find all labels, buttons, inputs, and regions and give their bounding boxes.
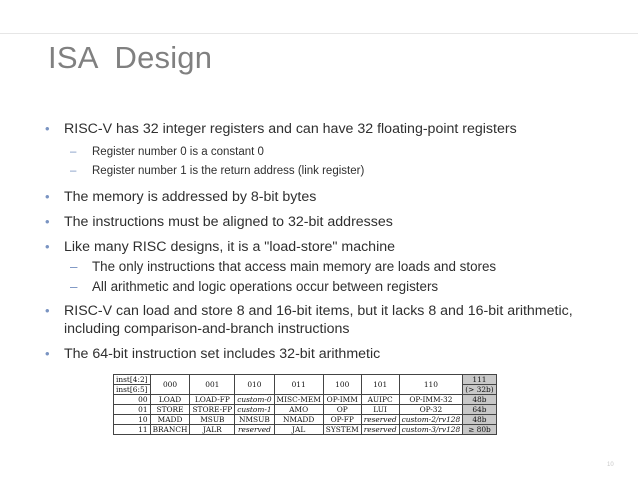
sub-bullet-text: The only instructions that access main memory are loads and stores (92, 259, 497, 274)
table-cell: SYSTEM (323, 425, 361, 435)
table-row (114, 395, 497, 405)
bullet-text: The memory is addressed by 8-bit bytes (64, 189, 317, 205)
page-number: 10 (607, 462, 614, 468)
bullet-dot-icon: • (45, 121, 50, 136)
table-cell: BRANCH (150, 425, 190, 435)
table-cell: JAL (274, 425, 323, 435)
table-cell: 48b (463, 395, 496, 405)
table-cell: custom-1 (235, 405, 274, 415)
table-row (114, 405, 497, 415)
table-cell: OP-IMM-32 (399, 395, 463, 405)
table-cell: 48b (463, 415, 496, 425)
table-cell: ≥ 80b (463, 425, 496, 435)
header-inst-6-5: inst[6:5] (114, 385, 151, 395)
bullet-dot-icon: • (45, 303, 50, 318)
table-cell: OP-FP (323, 415, 361, 425)
sub-bullet-text: Register number 0 is a constant 0 (92, 146, 264, 158)
header-inst-4-2: inst[4:2] (114, 375, 151, 385)
sub-bullet-text: Register number 1 is the return address (link register) (92, 165, 365, 177)
table-cell: MISC-MEM (274, 395, 323, 405)
column-header: 110 (399, 375, 463, 395)
opcode-map-table (113, 374, 497, 435)
table-cell: custom-0 (235, 395, 274, 405)
table-cell: OP (323, 405, 361, 415)
dash-icon: – (70, 146, 77, 158)
dash-icon: – (70, 279, 78, 294)
table-cell: MSUB (190, 415, 235, 425)
slide-title: ISA Design (48, 40, 213, 75)
bullet-text: Like many RISC designs, it is a "load-store" machine (64, 239, 396, 255)
sub-bullet-item (44, 163, 624, 179)
column-header: 100 (323, 375, 361, 395)
table-cell: custom-3/rv128 (399, 425, 463, 435)
table-row (114, 425, 497, 435)
table-cell: OP-32 (399, 405, 463, 415)
table-row (114, 415, 497, 425)
column-header: 000 (150, 375, 190, 395)
column-header: 011 (274, 375, 323, 395)
row-key: 11 (114, 425, 151, 435)
table-cell: STORE (150, 405, 190, 415)
table-cell: custom-2/rv128 (399, 415, 463, 425)
bullet-dot-icon: • (45, 214, 50, 229)
bullet-text: RISC-V has 32 integer registers and can have 32 floating-point registers (64, 121, 517, 137)
bullet-text: The instructions must be aligned to 32-bit addresses (64, 214, 393, 230)
table-cell: NMADD (274, 415, 323, 425)
bullet-dot-icon: • (45, 239, 50, 254)
table-cell: AUIPC (361, 395, 399, 405)
table-cell: 64b (463, 405, 496, 415)
sub-bullet-item (44, 144, 624, 160)
bullet-dot-icon: • (45, 346, 50, 361)
column-header: 001 (190, 375, 235, 395)
table-cell: LOAD (150, 395, 190, 405)
bullet-item (44, 213, 624, 231)
table-cell: reserved (235, 425, 274, 435)
table-cell: LOAD-FP (190, 395, 235, 405)
bullet-item (44, 238, 624, 256)
bullet-item (44, 120, 624, 138)
sub-bullet-item (44, 278, 624, 295)
table-cell: JALR (190, 425, 235, 435)
sub-bullet-text: All arithmetic and logic operations occur between registers (92, 279, 439, 294)
bullet-dot-icon: • (45, 189, 50, 204)
column-header: 111 (463, 375, 496, 385)
table-cell: OP-IMM (323, 395, 361, 405)
table-cell: MADD (150, 415, 190, 425)
bullet-text: RISC-V can load and store 8 and 16-bit items, but it lacks 8 and 16-bit arithmetic, (64, 303, 573, 319)
row-key: 00 (114, 395, 151, 405)
column-header: 010 (235, 375, 274, 395)
row-key: 01 (114, 405, 151, 415)
table-cell: STORE-FP (190, 405, 235, 415)
bullet-item (44, 188, 624, 206)
dash-icon: – (70, 165, 77, 177)
row-key: 10 (114, 415, 151, 425)
table-cell: LUI (361, 405, 399, 415)
column-header-sub: (> 32b) (463, 385, 496, 395)
bullet-item (44, 345, 624, 363)
table-header-row (114, 375, 497, 385)
top-divider (0, 33, 638, 34)
dash-icon: – (70, 259, 78, 274)
sub-bullet-item (44, 258, 624, 275)
bullet-item (44, 302, 624, 338)
bullet-text: The 64-bit instruction set includes 32-bit arithmetic (64, 346, 381, 362)
table-cell: reserved (361, 425, 399, 435)
bullet-text-continued: including comparison-and-branch instructions (64, 321, 350, 337)
bullet-list (44, 120, 624, 363)
column-header: 101 (361, 375, 399, 395)
table-cell: reserved (361, 415, 399, 425)
table-cell: AMO (274, 405, 323, 415)
table-cell: NMSUB (235, 415, 274, 425)
